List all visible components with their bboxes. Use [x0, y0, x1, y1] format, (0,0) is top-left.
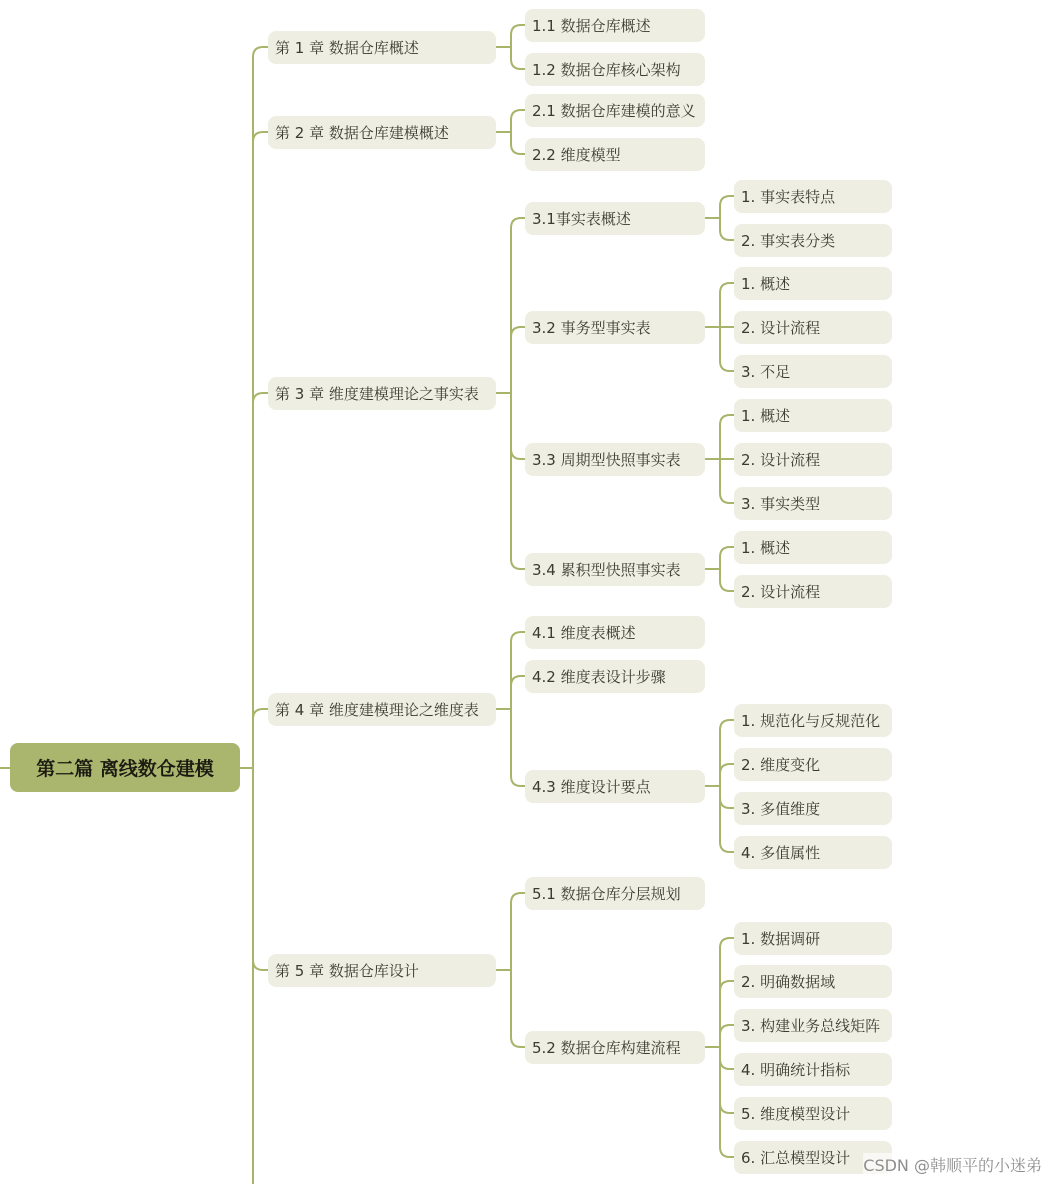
chapter-connector: [253, 768, 268, 970]
item-connector: [720, 786, 734, 852]
chapter-node-4[interactable]: 第 4 章 维度建模理论之维度表: [268, 693, 496, 726]
section-connector: [511, 218, 525, 393]
section-connector: [511, 132, 525, 154]
item-connector: [720, 938, 734, 1047]
item-connector: [720, 1025, 734, 1047]
item-connector: [720, 415, 734, 459]
chapter-node-3[interactable]: 第 3 章 维度建模理论之事实表: [268, 377, 496, 410]
item-node-4-3-1[interactable]: 1. 规范化与反规范化: [734, 704, 892, 737]
item-node-3-3-3[interactable]: 3. 事实类型: [734, 487, 892, 520]
item-node-3-1-1[interactable]: 1. 事实表特点: [734, 180, 892, 213]
item-connector: [720, 327, 734, 371]
section-node-3-1[interactable]: 3.1事实表概述: [525, 202, 705, 235]
item-node-4-3-4[interactable]: 4. 多值属性: [734, 836, 892, 869]
section-connector: [511, 632, 525, 709]
item-connector: [720, 764, 734, 786]
section-connector: [511, 676, 525, 709]
section-connector: [511, 327, 525, 393]
item-node-3-3-1[interactable]: 1. 概述: [734, 399, 892, 432]
item-connector: [720, 1047, 734, 1113]
section-node-2-1[interactable]: 2.1 数据仓库建模的意义: [525, 94, 705, 127]
chapter-connector: [253, 709, 268, 768]
section-node-4-3[interactable]: 4.3 维度设计要点: [525, 770, 705, 803]
item-connector: [720, 981, 734, 1047]
section-node-4-1[interactable]: 4.1 维度表概述: [525, 616, 705, 649]
item-connector: [720, 1047, 734, 1069]
item-node-4-3-3[interactable]: 3. 多值维度: [734, 792, 892, 825]
item-node-3-1-2[interactable]: 2. 事实表分类: [734, 224, 892, 257]
section-connector: [511, 970, 525, 1047]
item-node-3-2-2[interactable]: 2. 设计流程: [734, 311, 892, 344]
item-connector: [720, 569, 734, 591]
item-connector: [720, 1047, 734, 1157]
section-node-3-3[interactable]: 3.3 周期型快照事实表: [525, 443, 705, 476]
section-node-5-2[interactable]: 5.2 数据仓库构建流程: [525, 1031, 705, 1064]
section-connector: [511, 110, 525, 132]
item-connector: [720, 218, 734, 240]
section-node-4-2[interactable]: 4.2 维度表设计步骤: [525, 660, 705, 693]
section-node-3-2[interactable]: 3.2 事务型事实表: [525, 311, 705, 344]
section-connector: [511, 393, 525, 569]
item-connector: [720, 786, 734, 808]
item-node-3-2-3[interactable]: 3. 不足: [734, 355, 892, 388]
item-connector: [720, 196, 734, 218]
chapter-connector: [253, 132, 268, 768]
section-connector: [511, 893, 525, 970]
section-node-2-2[interactable]: 2.2 维度模型: [525, 138, 705, 171]
item-node-5-2-6[interactable]: 6. 汇总模型设计: [734, 1141, 892, 1174]
section-node-3-4[interactable]: 3.4 累积型快照事实表: [525, 553, 705, 586]
section-connector: [511, 709, 525, 786]
chapter-node-5[interactable]: 第 5 章 数据仓库设计: [268, 954, 496, 987]
item-node-5-2-2[interactable]: 2. 明确数据域: [734, 965, 892, 998]
watermark: CSDN @韩顺平的小迷弟: [863, 1153, 1042, 1176]
section-node-1-1[interactable]: 1.1 数据仓库概述: [525, 9, 705, 42]
section-connector: [511, 393, 525, 459]
item-node-3-2-1[interactable]: 1. 概述: [734, 267, 892, 300]
item-node-3-3-2[interactable]: 2. 设计流程: [734, 443, 892, 476]
item-node-5-2-3[interactable]: 3. 构建业务总线矩阵: [734, 1009, 892, 1042]
chapter-connector: [253, 47, 268, 768]
item-node-5-2-5[interactable]: 5. 维度模型设计: [734, 1097, 892, 1130]
item-connector: [720, 720, 734, 786]
item-connector: [720, 283, 734, 327]
item-node-3-4-2[interactable]: 2. 设计流程: [734, 575, 892, 608]
item-node-4-3-2[interactable]: 2. 维度变化: [734, 748, 892, 781]
item-node-5-2-1[interactable]: 1. 数据调研: [734, 922, 892, 955]
section-connector: [511, 47, 525, 69]
item-node-3-4-1[interactable]: 1. 概述: [734, 531, 892, 564]
item-connector: [720, 547, 734, 569]
chapter-node-2[interactable]: 第 2 章 数据仓库建模概述: [268, 116, 496, 149]
root-node[interactable]: 第二篇 离线数仓建模: [10, 743, 240, 792]
item-connector: [720, 459, 734, 503]
item-node-5-2-4[interactable]: 4. 明确统计指标: [734, 1053, 892, 1086]
section-connector: [511, 25, 525, 47]
section-node-1-2[interactable]: 1.2 数据仓库核心架构: [525, 53, 705, 86]
chapter-node-1[interactable]: 第 1 章 数据仓库概述: [268, 31, 496, 64]
section-node-5-1[interactable]: 5.1 数据仓库分层规划: [525, 877, 705, 910]
